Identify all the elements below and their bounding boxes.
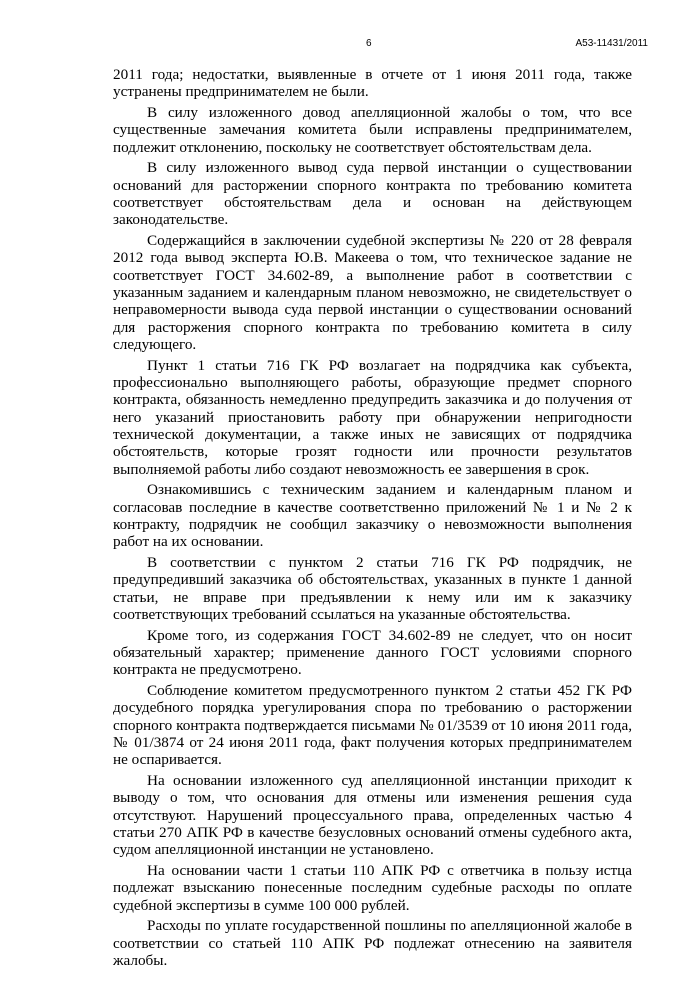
paragraph: В силу изложенного довод апелляционной жалобы о том, что все существенные замечания комитета были исправлены предпринимателем, подлежит отклонению, поскольку не соответствует обстоятельствам дела. <box>113 104 632 156</box>
paragraph: Содержащийся в заключении судебной экспертизы № 220 от 28 февраля 2012 года вывод эксперта Ю.В. Макеева о том, что техническое задание не соответствует ГОСТ 34.602-89, а выполнение работ в соответствии с указанным заданием и календарным планом невозможно, не свидетельствует о неправомерности вывода суда первой инстанции о существовании оснований для расторжения спорного контракта по требованию комитета в силу следующего. <box>113 232 632 353</box>
paragraph-continuation: 2011 года; недостатки, выявленные в отчете от 1 июня 2011 года, также устранены предпринимателем не были. <box>113 66 632 101</box>
case-number: А53-11431/2011 <box>575 38 648 49</box>
paragraph: На основании изложенного суд апелляционной инстанции приходит к выводу о том, что основания для отмены или изменения решения суда отсутствуют. Нарушений процессуального права, определенных частью 4 статьи 270 АПК РФ в качестве безусловных оснований отмены судебного акта, судом апелляционной инстанции не установлено. <box>113 772 632 859</box>
paragraph: Расходы по уплате государственной пошлины по апелляционной жалобе в соответствии со статьей 110 АПК РФ подлежат отнесению на заявителя жалобы. <box>113 917 632 970</box>
paragraph: В соответствии с пунктом 2 статьи 716 ГК РФ подрядчик, не предупредивший заказчика об обстоятельствах, указанных в пункте 1 данной статьи, не вправе при предъявлении к нему или им к заказчику соответствующих требований ссылаться на указанные обстоятельства. <box>113 554 632 623</box>
paragraph: Пункт 1 статьи 716 ГК РФ возлагает на подрядчика как субъекта, профессионально выполняющего работы, образующие предмет спорного контракта, обязанность немедленно предупредить заказчика и до получения от него указаний приостановить работу при обнаружении непригодности технической документации, а также иных не зависящих от подрядчика обстоятельств, которые грозят годности или прочности результатов выполняемой работы либо создают невозможность ее завершения в срок. <box>113 356 632 478</box>
paragraph: В силу изложенного вывод суда первой инстанции о существовании оснований для расторжении спорного контракта по требованию комитета соответствует обстоятельствам дела и основан на действующем законодательстве. <box>113 159 632 229</box>
paragraph: Соблюдение комитетом предусмотренного пунктом 2 статьи 452 ГК РФ досудебного порядка урегулирования спора по требованию о расторжении спорного контракта подтверждается письмами № 01/3539 от 10 июня 2011 года, № 01/3874 от 24 июня 2011 года, факт получения которых предпринимателем не оспаривается. <box>113 682 632 769</box>
page-number: 6 <box>366 38 372 49</box>
paragraph: Ознакомившись с техническим заданием и календарным планом и согласовав последние в качестве соответственно приложений № 1 и № 2 к контракту, подрядчик не сообщил заказчику о невозможности выполнения работ на их основании. <box>113 481 632 551</box>
document-body <box>113 66 632 973</box>
paragraph: На основании части 1 статьи 110 АПК РФ с ответчика в пользу истца подлежат взысканию понесенные последним судебные расходы по оплате судебной экспертизы в сумме 100 000 рублей. <box>113 862 632 914</box>
paragraph: Кроме того, из содержания ГОСТ 34.602-89 не следует, что он носит обязательный характер; применение данного ГОСТ условиями спорного контракта не предусмотрено. <box>113 626 632 679</box>
